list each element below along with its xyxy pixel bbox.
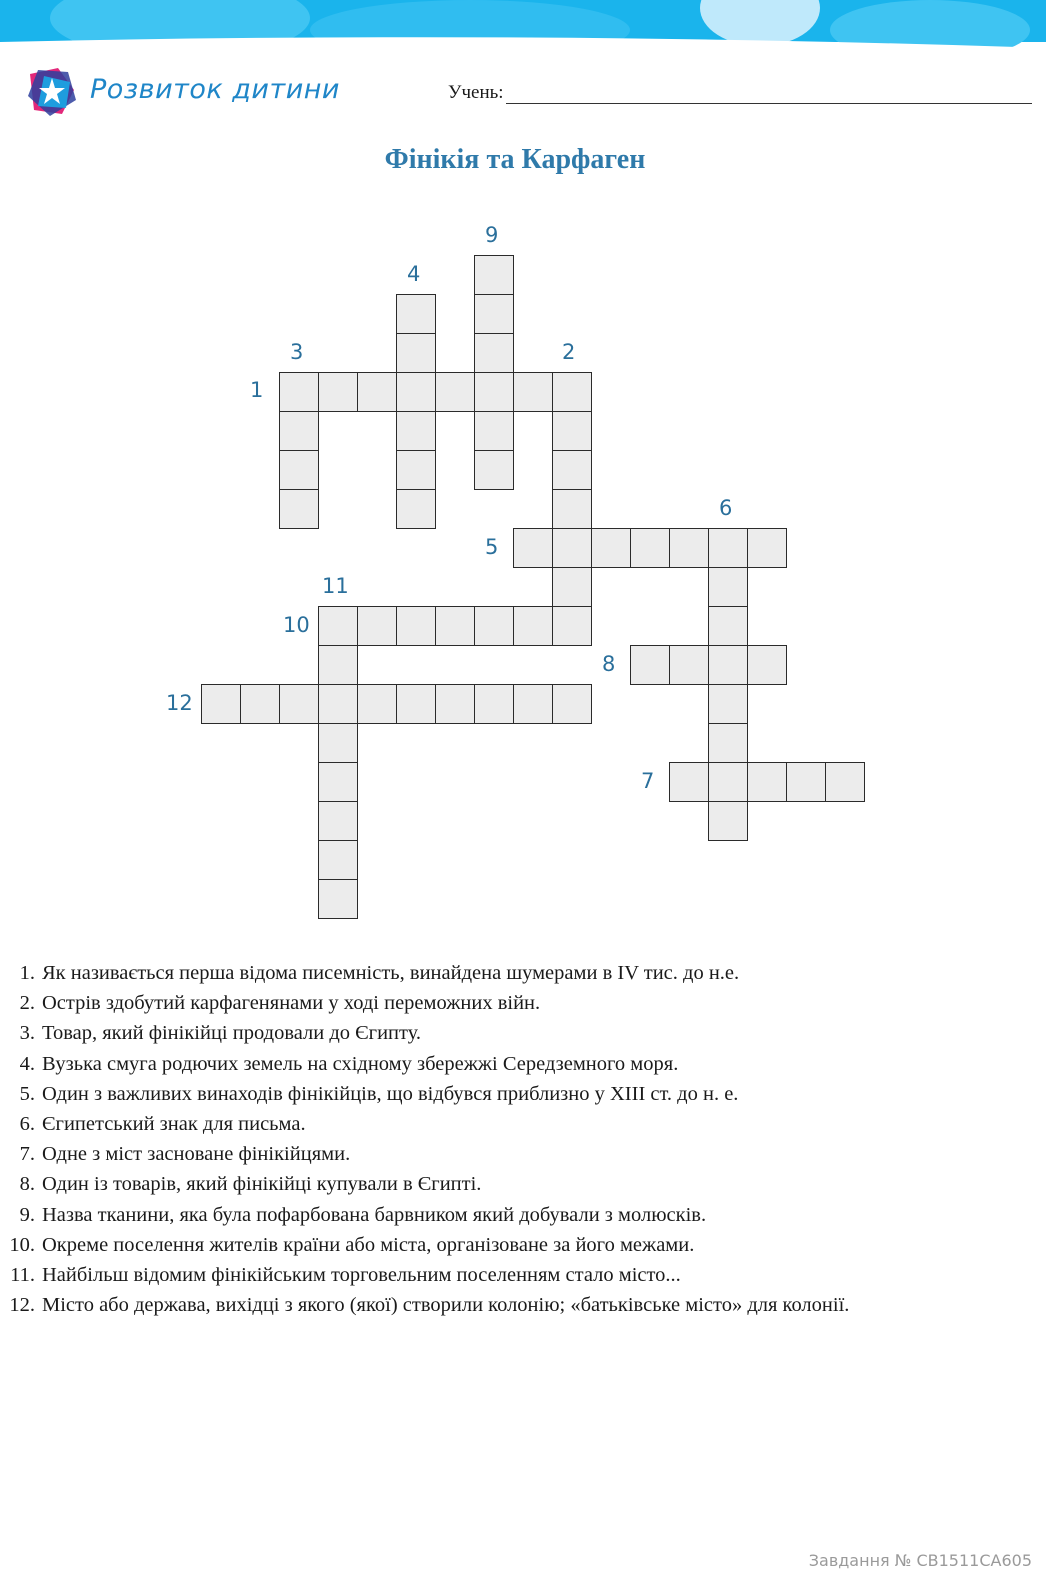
clue-number: 4. xyxy=(19,1052,35,1075)
crossword-cell[interactable] xyxy=(435,372,475,412)
crossword-cell[interactable] xyxy=(825,762,865,802)
brand-logo xyxy=(24,66,340,118)
crossword-cell[interactable] xyxy=(279,450,319,490)
crossword-cell[interactable] xyxy=(474,372,514,412)
clue-text: Один із товарів, який фінікійці купували в Єгипті. xyxy=(42,1173,482,1196)
crossword-cell[interactable] xyxy=(318,645,358,685)
crossword-cell[interactable] xyxy=(552,489,592,529)
crossword-number: 6 xyxy=(719,496,733,520)
crossword-cell[interactable] xyxy=(396,450,436,490)
clue-number: 7. xyxy=(19,1143,35,1166)
clue-number: 10. xyxy=(9,1233,35,1256)
crossword-number: 10 xyxy=(283,613,310,637)
crossword-cell[interactable] xyxy=(396,372,436,412)
clue-item xyxy=(0,1079,1046,1109)
task-code: Завдання № CB1511CA605 xyxy=(808,1551,1032,1570)
crossword-cell[interactable] xyxy=(318,840,358,880)
crossword-cell[interactable] xyxy=(396,489,436,529)
crossword-cell[interactable] xyxy=(747,645,787,685)
clue-text: Єгипетський знак для письма. xyxy=(42,1113,306,1136)
crossword-cell[interactable] xyxy=(708,567,748,607)
crossword-cell[interactable] xyxy=(513,372,553,412)
crossword-cell[interactable] xyxy=(435,606,475,646)
crossword-cell[interactable] xyxy=(513,606,553,646)
crossword-cell[interactable] xyxy=(552,528,592,568)
clue-number: 9. xyxy=(19,1203,35,1226)
crossword-number: 2 xyxy=(562,340,576,364)
crossword-cell[interactable] xyxy=(318,372,358,412)
crossword-cell[interactable] xyxy=(474,255,514,295)
crossword-cell[interactable] xyxy=(279,372,319,412)
crossword-number: 12 xyxy=(166,691,193,715)
crossword-cell[interactable] xyxy=(474,333,514,373)
crossword-cell[interactable] xyxy=(474,606,514,646)
clue-number: 11. xyxy=(10,1264,35,1287)
clue-item xyxy=(0,1049,1046,1079)
clue-item xyxy=(0,1018,1046,1048)
clue-item xyxy=(0,1260,1046,1290)
crossword-cell[interactable] xyxy=(474,684,514,724)
crossword-number: 8 xyxy=(602,652,616,676)
clues-list xyxy=(0,958,1046,1320)
crossword-cell[interactable] xyxy=(669,528,709,568)
crossword-cell[interactable] xyxy=(240,684,280,724)
clue-item xyxy=(0,958,1046,988)
crossword-cell[interactable] xyxy=(279,684,319,724)
crossword-cell[interactable] xyxy=(396,294,436,334)
crossword-cell[interactable] xyxy=(318,879,358,919)
crossword-cell[interactable] xyxy=(318,684,358,724)
clue-item xyxy=(0,988,1046,1018)
crossword-cell[interactable] xyxy=(669,645,709,685)
crossword-cell[interactable] xyxy=(669,762,709,802)
crossword-cell[interactable] xyxy=(396,333,436,373)
clue-item xyxy=(0,1200,1046,1230)
clue-number: 6. xyxy=(19,1113,35,1136)
clue-item xyxy=(0,1169,1046,1199)
crossword-cell[interactable] xyxy=(708,723,748,763)
header-band xyxy=(0,0,1046,60)
clue-text: Одне з міст засноване фінікійцями. xyxy=(42,1143,351,1166)
clue-item xyxy=(0,1109,1046,1139)
crossword-cell[interactable] xyxy=(357,606,397,646)
crossword-cell[interactable] xyxy=(552,606,592,646)
clue-text: Один з важливих винаходів фінікійців, що відбувся приблизно у XIII ст. до н. е. xyxy=(42,1082,739,1105)
crossword-cell[interactable] xyxy=(396,684,436,724)
crossword-cell[interactable] xyxy=(435,684,475,724)
clue-text: Окреме поселення жителів країни або міста, організоване за його межами. xyxy=(42,1233,695,1256)
clue-item xyxy=(0,1230,1046,1260)
clue-text: Товар, який фінікійці продовали до Єгипту. xyxy=(42,1022,422,1045)
clue-text: Назва тканини, яка була пофарбована барвником який добували з молюсків. xyxy=(42,1203,707,1226)
brand-name: Розвиток дитини xyxy=(90,74,340,105)
crossword-cell[interactable] xyxy=(396,606,436,646)
clue-number: 5. xyxy=(19,1082,35,1105)
clue-number: 12. xyxy=(9,1294,35,1317)
student-name-line[interactable] xyxy=(506,85,1032,104)
crossword-number: 5 xyxy=(485,535,499,559)
clue-number: 3. xyxy=(19,1022,35,1045)
crossword-cell[interactable] xyxy=(552,372,592,412)
crossword-cell[interactable] xyxy=(630,645,670,685)
crossword-cell[interactable] xyxy=(318,723,358,763)
clue-text: Як називається перша відома писемність, винайдена шумерами в IV тис. до н.е. xyxy=(42,962,740,984)
clue-number: 2. xyxy=(19,992,35,1015)
crossword-cell[interactable] xyxy=(279,489,319,529)
crossword-cell[interactable] xyxy=(201,684,241,724)
crossword-cell[interactable] xyxy=(786,762,826,802)
crossword-cell[interactable] xyxy=(318,606,358,646)
crossword-cell[interactable] xyxy=(708,762,748,802)
clue-text: Найбільш відомим фінікійським торговельним поселенням стало місто... xyxy=(42,1264,681,1287)
crossword-cell[interactable] xyxy=(474,294,514,334)
clue-item xyxy=(0,1139,1046,1169)
crossword-cell[interactable] xyxy=(747,762,787,802)
crossword-cell[interactable] xyxy=(552,567,592,607)
clue-item xyxy=(0,1290,1046,1320)
crossword-number: 7 xyxy=(641,769,655,793)
page-title: Фінікія та Карфаген xyxy=(384,144,646,175)
crossword-cell[interactable] xyxy=(396,411,436,451)
crossword-cell[interactable] xyxy=(318,762,358,802)
crossword-cell[interactable] xyxy=(552,450,592,490)
clue-number: 1. xyxy=(19,962,35,984)
crossword-cell[interactable] xyxy=(474,411,514,451)
crossword-cell[interactable] xyxy=(708,528,748,568)
clue-text: Вузька смуга родючих земель на східному збережжі Середземного моря. xyxy=(42,1052,679,1075)
crossword-cell[interactable] xyxy=(357,372,397,412)
crossword-cell[interactable] xyxy=(318,801,358,841)
crossword-cell[interactable] xyxy=(279,411,319,451)
student-label: Учень: xyxy=(448,82,504,103)
crossword-number: 1 xyxy=(250,378,264,402)
crossword-cell[interactable] xyxy=(591,528,631,568)
star-logo-icon xyxy=(24,66,80,118)
crossword-cell[interactable] xyxy=(552,684,592,724)
clue-text: Острів здобутий карфагенянами у ході переможних війн. xyxy=(42,992,541,1015)
student-field[interactable] xyxy=(448,78,1032,104)
crossword-cell[interactable] xyxy=(513,528,553,568)
crossword-cell[interactable] xyxy=(474,450,514,490)
crossword-number: 9 xyxy=(485,223,499,247)
crossword-cell[interactable] xyxy=(708,645,748,685)
crossword-cell[interactable] xyxy=(708,801,748,841)
crossword-number: 4 xyxy=(407,262,421,286)
clue-text: Місто або держава, вихідці з якого (якої) створили колонію; «батьківське місто» для колонії. xyxy=(42,1294,850,1317)
crossword-number: 3 xyxy=(290,340,304,364)
clue-number: 8. xyxy=(19,1173,35,1196)
crossword-cell[interactable] xyxy=(513,684,553,724)
crossword-cell[interactable] xyxy=(357,684,397,724)
crossword-cell[interactable] xyxy=(708,684,748,724)
crossword-cell[interactable] xyxy=(552,411,592,451)
crossword-cell[interactable] xyxy=(747,528,787,568)
crossword-cell[interactable] xyxy=(708,606,748,646)
crossword-cell[interactable] xyxy=(630,528,670,568)
crossword-number: 11 xyxy=(322,574,349,598)
